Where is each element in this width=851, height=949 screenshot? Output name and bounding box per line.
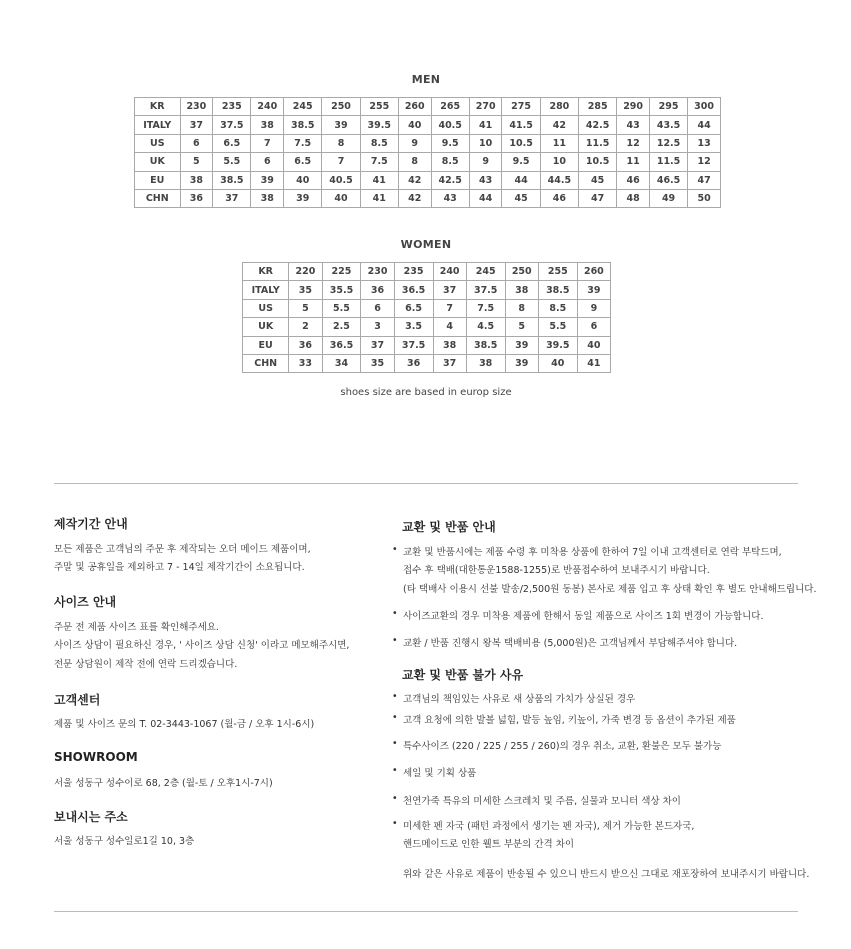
size-cell: 8.5 (538, 299, 577, 317)
size-cell: 8.5 (431, 153, 469, 171)
size-row-label: US (135, 134, 181, 152)
size-cell: 39 (505, 336, 538, 354)
size-cell: 44 (502, 171, 540, 189)
size-cell: 6 (361, 299, 394, 317)
exchange-item-3: 교환 / 반품 진행시 왕복 택배비용 (5,000원)은 고객님께서 부담해주셔야 합니다. (403, 638, 738, 649)
closing-notice: 위와 같은 사유로 제품이 반송될 수 있으니 반드시 받으신 그대로 재포장하여 보내주시기 바랍니다. (403, 869, 810, 880)
size-cell: 6.5 (284, 153, 322, 171)
size-cell: 50 (688, 189, 721, 207)
size-guide-text-3: 전문 상담원이 제작 전에 연락 드리겠습니다. (54, 659, 238, 670)
size-cell: 38 (251, 116, 284, 134)
size-cell: 12 (617, 134, 650, 152)
size-cell: 2.5 (322, 318, 361, 336)
size-row-label: ITALY (135, 116, 181, 134)
not-allowed-item-2: 고객 요청에 의한 발볼 넓힘, 발등 높임, 키높이, 가죽 변경 등 옵션이 추가된 제품 (403, 715, 736, 726)
size-cell: 6.5 (394, 299, 433, 317)
size-cell: 6 (251, 153, 284, 171)
size-cell: 12.5 (649, 134, 687, 152)
size-cell: 41.5 (502, 116, 540, 134)
size-cell: 220 (289, 263, 322, 281)
size-cell: 44.5 (540, 171, 578, 189)
size-cell: 255 (538, 263, 577, 281)
size-guide-heading: 사이즈 안내 (54, 595, 117, 609)
size-cell: 42 (398, 171, 431, 189)
size-cell: 43.5 (649, 116, 687, 134)
size-cell: 275 (502, 98, 540, 116)
size-cell: 13 (688, 134, 721, 152)
customer-center-heading: 고객센터 (54, 693, 101, 707)
production-text-2: 주말 및 공휴일을 제외하고 7 - 14일 제작기간이 소요됩니다. (54, 562, 305, 573)
exchange-item-1-line-1: 교환 및 반품시에는 제품 수령 후 미착용 상품에 한하여 7일 이내 고객센터로 연락 부탁드며, (403, 547, 782, 558)
size-cell: 37 (361, 336, 394, 354)
size-row-label: UK (243, 318, 289, 336)
size-cell: 6 (180, 134, 213, 152)
size-cell: 46.5 (649, 171, 687, 189)
size-cell: 43 (469, 171, 502, 189)
size-cell: 3 (361, 318, 394, 336)
size-cell: 49 (649, 189, 687, 207)
size-cell: 235 (213, 98, 251, 116)
size-cell: 230 (180, 98, 213, 116)
size-row (243, 318, 611, 336)
size-row (135, 116, 721, 134)
size-cell: 38.5 (466, 336, 505, 354)
size-cell: 8 (505, 299, 538, 317)
size-row-label: ITALY (243, 281, 289, 299)
not-allowed-item-6-line-1: 미세한 펜 자국 (패턴 과정에서 생기는 펜 자국), 제거 가능한 본드자국, (403, 821, 695, 832)
size-row (135, 134, 721, 152)
not-allowed-item-5: 천연가죽 특유의 미세한 스크레치 및 주름, 실물과 모니터 색상 차이 (403, 796, 681, 807)
size-cell: 36 (394, 354, 433, 372)
size-cell: 9.5 (502, 153, 540, 171)
size-cell: 245 (466, 263, 505, 281)
size-cell: 47 (579, 189, 617, 207)
size-cell: 5.5 (538, 318, 577, 336)
size-cell: 5 (180, 153, 213, 171)
size-cell: 36 (289, 336, 322, 354)
size-cell: 7 (251, 134, 284, 152)
size-cell: 36.5 (394, 281, 433, 299)
size-cell: 12 (688, 153, 721, 171)
size-cell: 265 (431, 98, 469, 116)
size-cell: 33 (289, 354, 322, 372)
size-cell: 39 (577, 281, 610, 299)
size-cell: 11 (617, 153, 650, 171)
size-cell: 42 (540, 116, 578, 134)
size-cell: 230 (361, 263, 394, 281)
size-cell: 38.5 (538, 281, 577, 299)
size-row (243, 336, 611, 354)
size-cell: 35 (361, 354, 394, 372)
size-cell: 225 (322, 263, 361, 281)
size-cell: 6 (577, 318, 610, 336)
size-row (135, 98, 721, 116)
size-cell: 10.5 (502, 134, 540, 152)
size-cell: 285 (579, 98, 617, 116)
bullet-dot: • (392, 765, 398, 776)
size-cell: 40.5 (431, 116, 469, 134)
size-cell: 250 (505, 263, 538, 281)
size-cell: 41 (360, 189, 398, 207)
size-row-label: EU (243, 336, 289, 354)
size-cell: 5.5 (213, 153, 251, 171)
size-cell: 39 (284, 189, 322, 207)
size-cell: 5 (289, 299, 322, 317)
size-row-label: KR (243, 263, 289, 281)
size-cell: 235 (394, 263, 433, 281)
size-cell: 260 (577, 263, 610, 281)
size-cell: 40 (398, 116, 431, 134)
size-row (135, 171, 721, 189)
size-cell: 42.5 (431, 171, 469, 189)
size-cell: 37 (433, 281, 466, 299)
size-cell: 8 (322, 134, 360, 152)
size-cell: 280 (540, 98, 578, 116)
bullet-dot: • (392, 608, 398, 619)
size-row-label: EU (135, 171, 181, 189)
size-cell: 255 (360, 98, 398, 116)
size-cell: 5 (505, 318, 538, 336)
size-cell: 44 (688, 116, 721, 134)
size-cell: 39 (251, 171, 284, 189)
exchange-item-2: 사이즈교환의 경우 미착용 제품에 한해서 동일 제품으로 사이즈 1회 변경이 가능합니다. (403, 611, 764, 622)
size-cell: 37.5 (394, 336, 433, 354)
size-cell: 36 (361, 281, 394, 299)
size-cell: 9 (469, 153, 502, 171)
size-cell: 290 (617, 98, 650, 116)
size-cell: 35.5 (322, 281, 361, 299)
size-cell: 9 (577, 299, 610, 317)
size-basis-note: shoes size are based in europ size (340, 387, 512, 398)
size-cell: 46 (540, 189, 578, 207)
size-cell: 300 (688, 98, 721, 116)
size-cell: 39 (505, 354, 538, 372)
size-cell: 38 (433, 336, 466, 354)
size-row (135, 153, 721, 171)
women-size-table (242, 262, 611, 373)
size-cell: 35 (289, 281, 322, 299)
exchange-heading: 교환 및 반품 안내 (402, 520, 496, 534)
showroom-heading: SHOWROOM (54, 750, 138, 764)
size-row (243, 299, 611, 317)
bullet-dot: • (392, 544, 398, 555)
size-cell: 38 (251, 189, 284, 207)
size-cell: 11 (540, 134, 578, 152)
size-cell: 245 (284, 98, 322, 116)
size-cell: 8 (398, 153, 431, 171)
bullet-dot: • (392, 738, 398, 749)
size-cell: 37 (213, 189, 251, 207)
size-row (243, 281, 611, 299)
bullet-dot: • (392, 712, 398, 723)
bullet-dot: • (392, 793, 398, 804)
size-cell: 36 (180, 189, 213, 207)
not-allowed-item-3: 특수사이즈 (220 / 225 / 255 / 260)의 경우 취소, 교환, 환불은 모두 불가능 (403, 741, 722, 752)
size-cell: 10 (469, 134, 502, 152)
size-guide-text-1: 주문 전 제품 사이즈 표를 확인해주세요. (54, 622, 219, 633)
size-row-label: CHN (243, 354, 289, 372)
size-cell: 47 (688, 171, 721, 189)
size-cell: 41 (577, 354, 610, 372)
size-cell: 10 (540, 153, 578, 171)
size-cell: 11.5 (649, 153, 687, 171)
size-cell: 10.5 (579, 153, 617, 171)
size-cell: 39 (322, 116, 360, 134)
size-cell: 240 (251, 98, 284, 116)
size-cell: 7.5 (466, 299, 505, 317)
size-cell: 48 (617, 189, 650, 207)
size-cell: 7 (433, 299, 466, 317)
size-cell: 38 (466, 354, 505, 372)
size-cell: 9.5 (431, 134, 469, 152)
size-cell: 38.5 (213, 171, 251, 189)
size-cell: 4.5 (466, 318, 505, 336)
size-cell: 250 (322, 98, 360, 116)
exchange-item-1-line-2: 접수 후 택배(대한통운1588-1255)로 반품접수하여 보내주시기 바랍니다. (403, 565, 710, 576)
size-cell: 7 (322, 153, 360, 171)
size-cell: 37 (180, 116, 213, 134)
size-row-label: US (243, 299, 289, 317)
size-cell: 6.5 (213, 134, 251, 152)
size-cell: 36.5 (322, 336, 361, 354)
bullet-dot: • (392, 818, 398, 829)
size-cell: 43 (431, 189, 469, 207)
bottom-divider (54, 911, 798, 912)
size-cell: 37.5 (213, 116, 251, 134)
size-cell: 38 (180, 171, 213, 189)
size-cell: 4 (433, 318, 466, 336)
size-cell: 39.5 (538, 336, 577, 354)
exchange-item-1-line-3: (타 택배사 이용시 선불 발송/2,500원 동봉) 본사로 제품 입고 후 상태 확인 후 별도 안내해드립니다. (403, 584, 817, 595)
not-allowed-heading: 교환 및 반품 불가 사유 (402, 668, 524, 682)
size-cell: 45 (502, 189, 540, 207)
size-row (135, 189, 721, 207)
bullet-dot: • (392, 635, 398, 646)
size-cell: 45 (579, 171, 617, 189)
size-cell: 44 (469, 189, 502, 207)
size-row-label: CHN (135, 189, 181, 207)
size-cell: 41 (360, 171, 398, 189)
size-cell: 46 (617, 171, 650, 189)
production-heading: 제작기간 안내 (54, 517, 128, 531)
bullet-dot: • (392, 691, 398, 702)
not-allowed-item-6-line-2: 핸드메이드로 인한 웰트 부분의 간격 차이 (403, 839, 575, 850)
size-cell: 8.5 (360, 134, 398, 152)
size-cell: 41 (469, 116, 502, 134)
size-cell: 260 (398, 98, 431, 116)
size-cell: 38 (505, 281, 538, 299)
size-cell: 38.5 (284, 116, 322, 134)
size-row-label: KR (135, 98, 181, 116)
size-cell: 240 (433, 263, 466, 281)
size-cell: 270 (469, 98, 502, 116)
size-cell: 3.5 (394, 318, 433, 336)
size-cell: 40 (322, 189, 360, 207)
size-cell: 40.5 (322, 171, 360, 189)
size-row (243, 354, 611, 372)
size-row-label: UK (135, 153, 181, 171)
size-cell: 37 (433, 354, 466, 372)
top-divider (54, 483, 798, 484)
size-cell: 43 (617, 116, 650, 134)
size-cell: 37.5 (466, 281, 505, 299)
size-cell: 9 (398, 134, 431, 152)
return-address-text: 서울 성동구 성수일로1길 10, 3층 (54, 836, 195, 847)
size-guide-text-2: 사이즈 상담이 필요하신 경우, ' 사이즈 상담 신청' 이라고 메모해주시면, (54, 640, 350, 651)
size-cell: 42 (398, 189, 431, 207)
size-cell: 295 (649, 98, 687, 116)
size-cell: 5.5 (322, 299, 361, 317)
size-cell: 7.5 (284, 134, 322, 152)
size-cell: 40 (284, 171, 322, 189)
customer-center-text: 제품 및 사이즈 문의 T. 02-3443-1067 (월-금 / 오후 1시-6시) (54, 719, 315, 730)
size-cell: 7.5 (360, 153, 398, 171)
size-cell: 40 (538, 354, 577, 372)
production-text-1: 모든 제품은 고객님의 주문 후 제작되는 오더 메이드 제품이며, (54, 544, 311, 555)
not-allowed-item-4: 세일 및 기획 상품 (403, 768, 477, 779)
size-row (243, 263, 611, 281)
size-cell: 2 (289, 318, 322, 336)
men-size-table (134, 97, 721, 208)
size-cell: 11.5 (579, 134, 617, 152)
size-cell: 34 (322, 354, 361, 372)
size-cell: 42.5 (579, 116, 617, 134)
size-cell: 39.5 (360, 116, 398, 134)
size-cell: 40 (577, 336, 610, 354)
return-address-heading: 보내시는 주소 (54, 810, 128, 824)
women-size-title: WOMEN (400, 238, 452, 251)
showroom-text: 서울 성동구 성수이로 68, 2층 (월-토 / 오후1시-7시) (54, 778, 273, 789)
men-size-title: MEN (411, 73, 441, 86)
not-allowed-item-1: 고객님의 책임있는 사유로 새 상품의 가치가 상실된 경우 (403, 694, 636, 705)
